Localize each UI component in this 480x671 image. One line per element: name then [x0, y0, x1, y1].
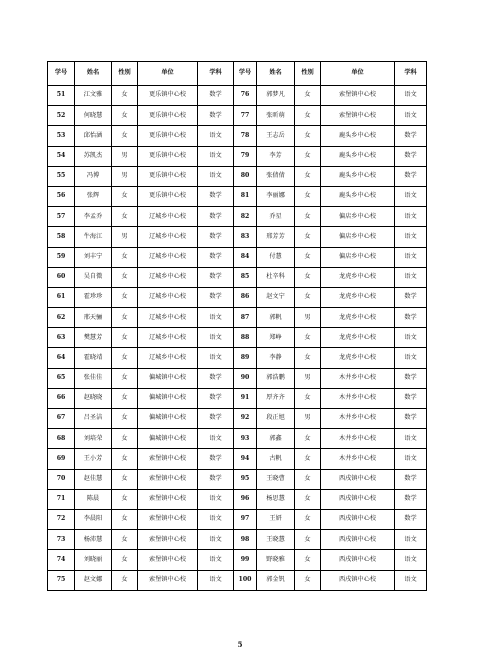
cell-name: 张昕萌	[257, 106, 295, 126]
table-row	[48, 570, 427, 590]
cell-unit: 索堡镇中心校	[138, 550, 198, 570]
cell-student-id: 65	[48, 368, 75, 388]
table-row	[48, 469, 427, 489]
header-student-id: 学号	[234, 62, 257, 86]
header-subject: 学科	[395, 62, 427, 86]
table-row	[48, 530, 427, 550]
cell-gender: 女	[295, 348, 321, 368]
cell-gender: 女	[295, 146, 321, 166]
cell-student-id: 51	[48, 86, 75, 106]
cell-gender: 女	[112, 429, 138, 449]
cell-gender: 女	[295, 530, 321, 550]
cell-name: 厚齐齐	[257, 388, 295, 408]
cell-name: 郭帆	[257, 308, 295, 328]
cell-unit: 偏城镇中心校	[138, 429, 198, 449]
cell-subject: 数学	[198, 449, 234, 469]
table-row	[48, 509, 427, 529]
cell-name: 赵晓晓	[75, 388, 112, 408]
cell-unit: 偏城镇中心校	[138, 409, 198, 429]
cell-name: 牛海江	[75, 227, 112, 247]
cell-student-id: 94	[234, 449, 257, 469]
cell-unit: 辽城乡中心校	[138, 348, 198, 368]
cell-subject: 语文	[395, 328, 427, 348]
cell-name: 郑峥	[257, 328, 295, 348]
cell-student-id: 59	[48, 247, 75, 267]
table-row	[48, 409, 427, 429]
cell-subject: 语文	[198, 146, 234, 166]
cell-student-id: 98	[234, 530, 257, 550]
table-row	[48, 207, 427, 227]
cell-unit: 偏店乡中心校	[321, 227, 395, 247]
cell-student-id: 73	[48, 530, 75, 550]
header-gender: 性别	[112, 62, 138, 86]
cell-unit: 辽城乡中心校	[138, 287, 198, 307]
cell-gender: 女	[112, 126, 138, 146]
cell-name: 邢天骊	[75, 308, 112, 328]
cell-name: 刘晓丽	[75, 550, 112, 570]
cell-subject: 数学	[395, 126, 427, 146]
cell-unit: 龙虎乡中心校	[321, 328, 395, 348]
cell-student-id: 58	[48, 227, 75, 247]
cell-subject: 数学	[198, 287, 234, 307]
cell-unit: 索堡镇中心校	[138, 489, 198, 509]
cell-student-id: 76	[234, 86, 257, 106]
cell-name: 李静	[257, 348, 295, 368]
cell-gender: 女	[295, 429, 321, 449]
cell-student-id: 68	[48, 429, 75, 449]
cell-name: 郭金钒	[257, 570, 295, 590]
cell-gender: 女	[112, 106, 138, 126]
header-unit: 单位	[138, 62, 198, 86]
student-roster-table	[47, 61, 427, 591]
table-row	[48, 348, 427, 368]
cell-name: 王晓曹	[257, 469, 295, 489]
table-row	[48, 227, 427, 247]
cell-student-id: 77	[234, 106, 257, 126]
cell-subject: 语文	[395, 86, 427, 106]
table-row	[48, 308, 427, 328]
cell-unit: 辽城乡中心校	[138, 267, 198, 287]
cell-student-id: 54	[48, 146, 75, 166]
cell-name: 张佳佳	[75, 368, 112, 388]
cell-unit: 偏店乡中心校	[321, 207, 395, 227]
cell-unit: 木井乡中心校	[321, 409, 395, 429]
cell-gender: 女	[112, 570, 138, 590]
cell-unit: 木井乡中心校	[321, 429, 395, 449]
cell-gender: 女	[112, 186, 138, 206]
cell-gender: 女	[112, 469, 138, 489]
cell-unit: 龙虎乡中心校	[321, 287, 395, 307]
cell-student-id: 84	[234, 247, 257, 267]
cell-gender: 男	[112, 146, 138, 166]
cell-unit: 西戌镇中心校	[321, 550, 395, 570]
cell-unit: 更乐镇中心校	[138, 146, 198, 166]
cell-student-id: 78	[234, 126, 257, 146]
table-row	[48, 328, 427, 348]
cell-name: 吕圣洁	[75, 409, 112, 429]
cell-unit: 西戌镇中心校	[321, 530, 395, 550]
cell-unit: 木井乡中心校	[321, 449, 395, 469]
cell-name: 江文雅	[75, 86, 112, 106]
cell-subject: 语文	[198, 429, 234, 449]
cell-name: 吴自微	[75, 267, 112, 287]
cell-unit: 西戌镇中心校	[321, 489, 395, 509]
cell-name: 付慧	[257, 247, 295, 267]
cell-unit: 辽城乡中心校	[138, 328, 198, 348]
cell-unit: 鹿头乡中心校	[321, 186, 395, 206]
table-row	[48, 368, 427, 388]
cell-student-id: 81	[234, 186, 257, 206]
table-row	[48, 247, 427, 267]
cell-subject: 数学	[395, 287, 427, 307]
table-row	[48, 388, 427, 408]
cell-gender: 女	[295, 267, 321, 287]
header-unit: 单位	[321, 62, 395, 86]
cell-gender: 女	[295, 126, 321, 146]
cell-student-id: 90	[234, 368, 257, 388]
cell-gender: 女	[295, 328, 321, 348]
cell-subject: 语文	[395, 550, 427, 570]
cell-student-id: 96	[234, 489, 257, 509]
cell-student-id: 83	[234, 227, 257, 247]
cell-subject: 数学	[395, 368, 427, 388]
cell-unit: 西戌镇中心校	[321, 570, 395, 590]
cell-unit: 西戌镇中心校	[321, 509, 395, 529]
cell-student-id: 74	[48, 550, 75, 570]
header-gender: 性别	[295, 62, 321, 86]
cell-name: 刘培荣	[75, 429, 112, 449]
cell-subject: 语文	[198, 348, 234, 368]
cell-subject: 数学	[395, 146, 427, 166]
cell-subject: 语文	[198, 509, 234, 529]
cell-student-id: 85	[234, 267, 257, 287]
cell-name: 段正旭	[257, 409, 295, 429]
cell-student-id: 80	[234, 166, 257, 186]
cell-student-id: 60	[48, 267, 75, 287]
cell-unit: 索堡镇中心校	[138, 469, 198, 489]
cell-name: 张倩倩	[257, 166, 295, 186]
cell-student-id: 67	[48, 409, 75, 429]
table-row	[48, 287, 427, 307]
cell-subject: 数学	[395, 489, 427, 509]
cell-name: 郭梦凡	[257, 86, 295, 106]
cell-unit: 索堡镇中心校	[138, 449, 198, 469]
cell-name: 邢芳芳	[257, 227, 295, 247]
cell-subject: 数学	[395, 308, 427, 328]
cell-gender: 女	[112, 267, 138, 287]
cell-unit: 更乐镇中心校	[138, 186, 198, 206]
cell-student-id: 79	[234, 146, 257, 166]
cell-subject: 数学	[198, 247, 234, 267]
cell-student-id: 87	[234, 308, 257, 328]
cell-student-id: 71	[48, 489, 75, 509]
cell-gender: 女	[112, 287, 138, 307]
cell-subject: 数学	[395, 388, 427, 408]
table-row	[48, 166, 427, 186]
cell-student-id: 61	[48, 287, 75, 307]
cell-unit: 更乐镇中心校	[138, 126, 198, 146]
table-row	[48, 106, 427, 126]
cell-subject: 语文	[395, 227, 427, 247]
cell-student-id: 70	[48, 469, 75, 489]
cell-gender: 女	[112, 368, 138, 388]
cell-gender: 男	[112, 166, 138, 186]
cell-name: 赵文娜	[75, 570, 112, 590]
cell-gender: 女	[295, 106, 321, 126]
cell-student-id: 62	[48, 308, 75, 328]
cell-subject: 语文	[198, 570, 234, 590]
cell-gender: 女	[112, 489, 138, 509]
cell-subject: 语文	[395, 530, 427, 550]
cell-unit: 索堡镇中心校	[138, 570, 198, 590]
cell-gender: 男	[295, 308, 321, 328]
cell-gender: 女	[112, 308, 138, 328]
cell-unit: 索堡镇中心校	[321, 86, 395, 106]
cell-subject: 数学	[395, 166, 427, 186]
cell-subject: 语文	[198, 489, 234, 509]
cell-gender: 女	[112, 449, 138, 469]
cell-student-id: 86	[234, 287, 257, 307]
cell-unit: 更乐镇中心校	[138, 166, 198, 186]
cell-student-id: 95	[234, 469, 257, 489]
cell-subject: 数学	[198, 368, 234, 388]
cell-gender: 女	[295, 207, 321, 227]
cell-name: 冯博	[75, 166, 112, 186]
cell-student-id: 55	[48, 166, 75, 186]
cell-name: 霍晓靖	[75, 348, 112, 368]
table-row	[48, 489, 427, 509]
cell-gender: 女	[112, 247, 138, 267]
cell-subject: 语文	[395, 570, 427, 590]
cell-name: 王志岳	[257, 126, 295, 146]
cell-gender: 女	[295, 570, 321, 590]
cell-gender: 女	[112, 388, 138, 408]
cell-name: 乔星	[257, 207, 295, 227]
cell-name: 杜辛科	[257, 267, 295, 287]
cell-unit: 偏城镇中心校	[138, 388, 198, 408]
cell-student-id: 97	[234, 509, 257, 529]
cell-name: 李晨阳	[75, 509, 112, 529]
cell-name: 刘丰宁	[75, 247, 112, 267]
cell-unit: 鹿头乡中心校	[321, 146, 395, 166]
cell-gender: 女	[295, 227, 321, 247]
cell-gender: 女	[112, 348, 138, 368]
cell-gender: 男	[112, 227, 138, 247]
table-row	[48, 146, 427, 166]
cell-name: 张辉	[75, 186, 112, 206]
cell-gender: 女	[112, 550, 138, 570]
cell-unit: 辽城乡中心校	[138, 227, 198, 247]
cell-student-id: 99	[234, 550, 257, 570]
cell-unit: 偏店乡中心校	[321, 247, 395, 267]
cell-unit: 辽城乡中心校	[138, 247, 198, 267]
header-name: 姓名	[257, 62, 295, 86]
cell-gender: 女	[112, 409, 138, 429]
cell-unit: 辽城乡中心校	[138, 207, 198, 227]
cell-subject: 数学	[198, 388, 234, 408]
cell-name: 郭鑫	[257, 429, 295, 449]
cell-gender: 女	[112, 328, 138, 348]
cell-name: 樊慧芳	[75, 328, 112, 348]
header-name: 姓名	[75, 62, 112, 86]
cell-student-id: 53	[48, 126, 75, 146]
cell-unit: 更乐镇中心校	[138, 86, 198, 106]
table-row	[48, 550, 427, 570]
cell-subject: 数学	[395, 409, 427, 429]
cell-gender: 女	[295, 509, 321, 529]
cell-unit: 龙虎乡中心校	[321, 348, 395, 368]
cell-gender: 女	[295, 166, 321, 186]
header-student-id: 学号	[48, 62, 75, 86]
cell-student-id: 82	[234, 207, 257, 227]
cell-unit: 木井乡中心校	[321, 388, 395, 408]
cell-name: 何晓慧	[75, 106, 112, 126]
cell-subject: 语文	[198, 308, 234, 328]
cell-student-id: 69	[48, 449, 75, 469]
cell-student-id: 75	[48, 570, 75, 590]
cell-name: 杨沛慧	[75, 530, 112, 550]
cell-subject: 语文	[395, 429, 427, 449]
cell-gender: 女	[295, 186, 321, 206]
cell-unit: 辽城乡中心校	[138, 308, 198, 328]
cell-subject: 数学	[198, 267, 234, 287]
cell-subject: 数学	[395, 469, 427, 489]
cell-name: 苏凯杰	[75, 146, 112, 166]
cell-gender: 女	[295, 469, 321, 489]
cell-name: 杨思慧	[257, 489, 295, 509]
cell-name: 赵佳慧	[75, 469, 112, 489]
cell-name: 古帆	[257, 449, 295, 469]
cell-name: 李芳	[257, 146, 295, 166]
cell-gender: 女	[295, 388, 321, 408]
cell-subject: 语文	[395, 267, 427, 287]
cell-name: 郭浩鹏	[257, 368, 295, 388]
cell-unit: 龙虎乡中心校	[321, 308, 395, 328]
cell-gender: 女	[295, 449, 321, 469]
cell-student-id: 93	[234, 429, 257, 449]
cell-subject: 数学	[198, 207, 234, 227]
header-row	[48, 62, 427, 86]
cell-name: 王晓慧	[257, 530, 295, 550]
table-row	[48, 186, 427, 206]
cell-student-id: 52	[48, 106, 75, 126]
cell-unit: 鹿头乡中心校	[321, 166, 395, 186]
cell-student-id: 63	[48, 328, 75, 348]
cell-name: 王妍	[257, 509, 295, 529]
cell-subject: 数学	[198, 227, 234, 247]
cell-subject: 语文	[198, 328, 234, 348]
cell-subject: 语文	[198, 126, 234, 146]
cell-subject: 语文	[395, 449, 427, 469]
cell-student-id: 56	[48, 186, 75, 206]
cell-name: 野晓雅	[257, 550, 295, 570]
table-body	[48, 86, 427, 591]
cell-subject: 数学	[198, 469, 234, 489]
cell-unit: 龙虎乡中心校	[321, 267, 395, 287]
cell-student-id: 64	[48, 348, 75, 368]
cell-unit: 索堡镇中心校	[321, 106, 395, 126]
cell-unit: 偏城镇中心校	[138, 368, 198, 388]
cell-gender: 女	[295, 247, 321, 267]
cell-student-id: 92	[234, 409, 257, 429]
table-row	[48, 267, 427, 287]
cell-gender: 男	[295, 409, 321, 429]
cell-subject: 语文	[198, 530, 234, 550]
cell-subject: 语文	[395, 106, 427, 126]
cell-subject: 数学	[395, 509, 427, 529]
cell-unit: 西戌镇中心校	[321, 469, 395, 489]
header-subject: 学科	[198, 62, 234, 86]
cell-name: 邱怡涵	[75, 126, 112, 146]
cell-gender: 女	[112, 509, 138, 529]
cell-gender: 男	[295, 368, 321, 388]
cell-subject: 数学	[198, 86, 234, 106]
cell-gender: 女	[112, 530, 138, 550]
cell-name: 赵文宁	[257, 287, 295, 307]
cell-student-id: 57	[48, 207, 75, 227]
cell-subject: 数学	[198, 106, 234, 126]
cell-name: 李孟乔	[75, 207, 112, 227]
cell-name: 霍珍珍	[75, 287, 112, 307]
cell-unit: 木井乡中心校	[321, 368, 395, 388]
cell-gender: 女	[295, 287, 321, 307]
table-row	[48, 429, 427, 449]
cell-gender: 女	[112, 86, 138, 106]
cell-subject: 语文	[395, 186, 427, 206]
table-row	[48, 449, 427, 469]
cell-subject: 语文	[198, 166, 234, 186]
cell-student-id: 72	[48, 509, 75, 529]
cell-subject: 语文	[395, 207, 427, 227]
cell-gender: 女	[295, 86, 321, 106]
cell-name: 王小芳	[75, 449, 112, 469]
cell-subject: 语文	[198, 550, 234, 570]
cell-subject: 数学	[198, 409, 234, 429]
cell-gender: 女	[295, 550, 321, 570]
cell-student-id: 91	[234, 388, 257, 408]
cell-unit: 索堡镇中心校	[138, 509, 198, 529]
cell-unit: 更乐镇中心校	[138, 106, 198, 126]
cell-subject: 语文	[395, 348, 427, 368]
cell-student-id: 66	[48, 388, 75, 408]
cell-unit: 鹿头乡中心校	[321, 126, 395, 146]
cell-student-id: 88	[234, 328, 257, 348]
table-row	[48, 86, 427, 106]
table-row	[48, 126, 427, 146]
cell-gender: 女	[295, 489, 321, 509]
cell-unit: 索堡镇中心校	[138, 530, 198, 550]
cell-gender: 女	[112, 207, 138, 227]
cell-subject: 语文	[395, 247, 427, 267]
cell-name: 李丽娜	[257, 186, 295, 206]
cell-student-id: 100	[234, 570, 257, 590]
page-number: 5	[237, 640, 243, 649]
cell-name: 陈晨	[75, 489, 112, 509]
cell-student-id: 89	[234, 348, 257, 368]
cell-subject: 数学	[198, 186, 234, 206]
